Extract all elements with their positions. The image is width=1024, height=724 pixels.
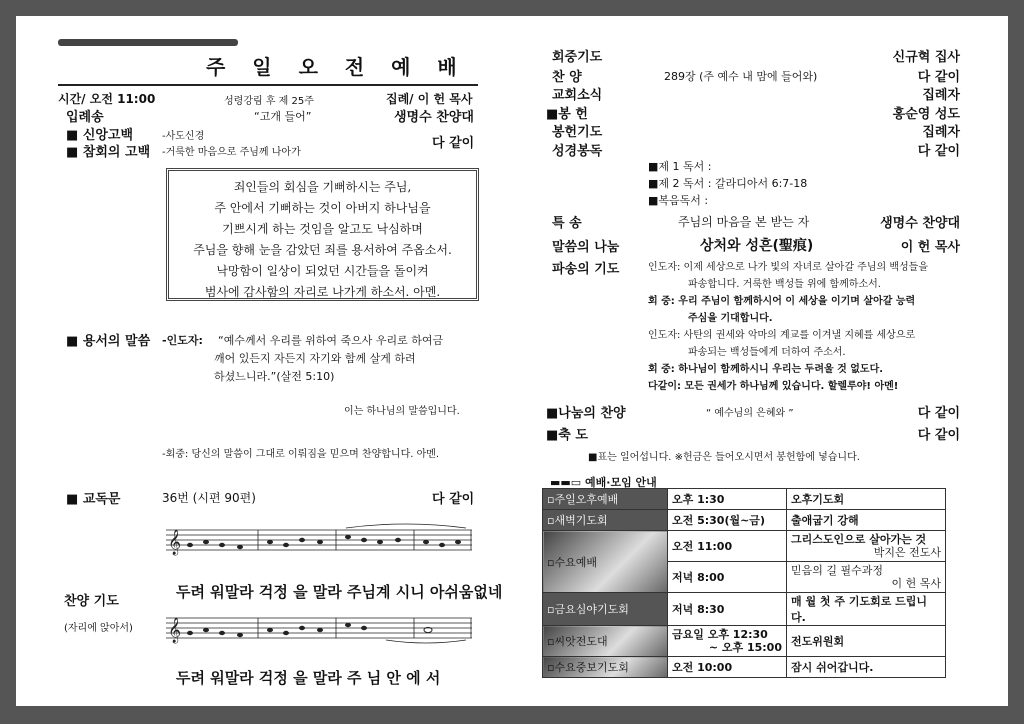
confession-line: 낙망함이 일상이 되었던 시간들을 돌이켜: [216, 264, 429, 278]
entrance-performer: 생명수 찬양대: [394, 110, 474, 125]
bulletin-note: ■표는 일어섭니다. ※헌금은 들어오시면서 봉헌함에 넣습니다.: [588, 452, 860, 463]
repent-label: ■ 참회의 고백: [66, 145, 151, 160]
schedule-desc: 그리스도인으로 살아가는 것 박지은 전도사: [787, 531, 946, 562]
order-item-leader: 신규혁 집사: [892, 50, 960, 65]
sending-line: 파송되는 백성들에게 더하여 주소서.: [688, 347, 846, 358]
pardon-text: “예수께서 우리를 위하여 죽으사 우리로 하여금: [218, 334, 444, 347]
pardon-label: ■ 용서의 말씀: [66, 334, 151, 349]
schedule-time: 오전 10:00: [668, 657, 787, 678]
schedule-name: ▫새벽기도회: [543, 510, 668, 531]
schedule-time: 오전 11:00: [668, 531, 787, 562]
liturgical-week: 성령강림 후 제 25주: [224, 96, 314, 107]
schedule-name: ▫주일오후예배: [543, 489, 668, 510]
sending-line: 회 중: 우리 주님이 함께하시어 이 세상을 이기며 살아갈 능력: [648, 296, 916, 307]
order-item-label: ■봉 헌: [546, 107, 588, 122]
table-row: [543, 489, 946, 510]
prayer-song-note: (자리에 앉아서): [64, 623, 133, 634]
schedule-time: 오후 1:30: [668, 489, 787, 510]
schedule-time: 저녁 8:30: [668, 593, 787, 626]
schedule-desc: 출애굽기 강해: [787, 510, 946, 531]
table-row: [543, 531, 946, 562]
schedule-time: 금요일 오후 12:30 ~ 오후 15:00: [668, 626, 787, 657]
confession-line: 범사에 감사함의 자리로 나가게 하소서. 아멘.: [204, 285, 441, 299]
lyric-line-2: 두려 워말라 걱정 을 말라 주 님 안 에 서: [176, 669, 441, 687]
blessing-label: ■축 도: [546, 428, 588, 443]
sending-line: 인도자: 이제 세상으로 나가 빛의 자녀로 살아갈 주님의 백성들을: [648, 262, 928, 273]
order-item-leader: 홍순영 성도: [892, 107, 960, 122]
schedule-desc: 믿음의 길 필수과정 이 헌 목사: [787, 562, 946, 593]
order-item-leader: 집례자: [922, 88, 960, 103]
order-item-leader: 다 같이: [917, 144, 960, 159]
creed-text: -사도신경: [162, 131, 205, 142]
creed-label: ■ 신앙고백: [66, 128, 134, 143]
title-divider: [58, 84, 478, 86]
decorative-bar: [58, 39, 238, 46]
schedule-desc: 오후기도회: [787, 489, 946, 510]
congregation-response: -회중: 당신의 말씀이 그대로 이뤄짐을 믿으며 찬양합니다. 아멘.: [162, 449, 440, 460]
sending-line: 회 중: 하나님이 함께하시니 우리는 두려울 것 없도다.: [648, 364, 884, 375]
hymn-title: 289장 (주 예수 내 맘에 들어와): [664, 70, 818, 83]
schedule-desc: 잠시 쉬어갑니다.: [787, 657, 946, 678]
reading-first: ■제 1 독서 :: [648, 160, 712, 173]
sending-label: 파송의 기도: [552, 262, 620, 277]
service-time: 시간/ 오전 11:00: [58, 92, 156, 106]
sermon-label: 말씀의 나눔: [552, 240, 620, 255]
schedule-time: 오전 5:30(월~금): [668, 510, 787, 531]
music-staff: [166, 610, 472, 646]
share-label: ■나눔의 찬양: [546, 406, 626, 421]
svg-text:𝄞: 𝄞: [168, 530, 182, 555]
schedule-name: ▫수요중보기도회: [543, 657, 668, 678]
schedule-name: ▫금요심야기도회: [543, 593, 668, 626]
schedule-desc: 매 월 첫 주 기도회로 드립니다.: [787, 593, 946, 626]
table-row: [543, 510, 946, 531]
repent-text: -거룩한 마음으로 주님께 나아가: [162, 147, 301, 158]
table-row: [543, 657, 946, 678]
schedule-desc: 전도위원회: [787, 626, 946, 657]
confession-line: 죄인들의 회심을 기뻐하시는 주님,: [233, 180, 412, 194]
order-item-label: 봉헌기도: [552, 125, 603, 140]
sending-line: 인도자: 사탄의 권세와 악마의 계교를 이겨낼 지혜를 세상으로: [648, 330, 916, 341]
service-leader: 집례/ 이 헌 목사: [386, 92, 473, 106]
entrance-song: “고개 들어”: [254, 110, 312, 123]
order-item-label: 교회소식: [552, 88, 603, 103]
left-page: [16, 16, 512, 706]
confession-line: 주님을 향해 눈을 감았던 죄를 용서하여 주옵소서.: [193, 243, 452, 257]
schedule-table: [542, 488, 946, 678]
order-item-label: 찬 양: [552, 70, 582, 85]
reading-label: ■ 교독문: [66, 492, 121, 507]
sending-line: 주심을 기대합니다.: [688, 313, 773, 324]
schedule-name: ▫수요예배: [543, 531, 668, 593]
confession-line: 주 안에서 기뻐하는 것이 아버지 하나님을: [214, 201, 431, 215]
share-response: 다 같이: [917, 406, 960, 421]
reading-text: 36번 (시편 90편): [162, 491, 256, 505]
order-item-label: 회중기도: [552, 50, 603, 65]
bulletin-sheet: [16, 16, 1008, 706]
sermon-preacher: 이 헌 목사: [900, 240, 960, 255]
order-item-leader: 다 같이: [917, 70, 960, 85]
order-item-label: 성경봉독: [552, 144, 603, 159]
share-song: “ 예수님의 은혜와 ”: [706, 408, 794, 419]
confession-line: 기쁘시게 하는 것임을 알고도 낙심하며: [222, 222, 423, 236]
music-staff: [166, 522, 472, 558]
pardon-text: 깨어 있든지 자든지 자기와 함께 살게 하려: [214, 352, 416, 365]
special-performer: 생명수 찬양대: [880, 216, 960, 231]
pardon-text: 하셨느니라.”(살전 5:10): [214, 370, 335, 383]
reading-response: 다 같이: [432, 492, 475, 507]
lyric-line-1: 두려 워말라 걱정 을 말라 주님계 시니 아쉬움없네: [176, 583, 503, 601]
svg-text:𝄞: 𝄞: [168, 618, 182, 643]
special-label: 특 송: [552, 216, 582, 231]
reading-gospel: ■복음독서 :: [648, 194, 709, 207]
page-title: 주 일 오 전 예 배: [206, 55, 467, 79]
reading-second: ■제 2 독서 : 갈라디아서 6:7-18: [648, 177, 808, 190]
sending-line: 다같이: 모든 권세가 하나님께 있습니다. 할렐루야! 아멘!: [648, 381, 899, 392]
prayer-song-label: 찬양 기도: [64, 594, 119, 609]
schedule-title: ▬▬▭ 예배·모임 안내: [550, 476, 657, 489]
entrance-label: 입례송: [66, 110, 104, 125]
schedule-name: ▫씨앗전도대: [543, 626, 668, 657]
pardon-closing: 이는 하나님의 말씀입니다.: [344, 406, 460, 417]
schedule-time: 저녁 8:00: [668, 562, 787, 593]
repent-response: 다 같이: [432, 136, 475, 151]
pardon-leader: -인도자:: [162, 334, 203, 347]
sermon-title: 상처와 성흔(聖痕): [700, 238, 814, 254]
confession-box: [166, 168, 479, 301]
blessing-response: 다 같이: [917, 428, 960, 443]
sending-line: 파송합니다. 거룩한 백성들 위에 함께하소서.: [688, 279, 881, 290]
table-row: [543, 626, 946, 657]
order-item-leader: 집례자: [922, 125, 960, 140]
special-song: 주님의 마음을 본 받는 자: [678, 215, 810, 229]
table-row: [543, 593, 946, 626]
